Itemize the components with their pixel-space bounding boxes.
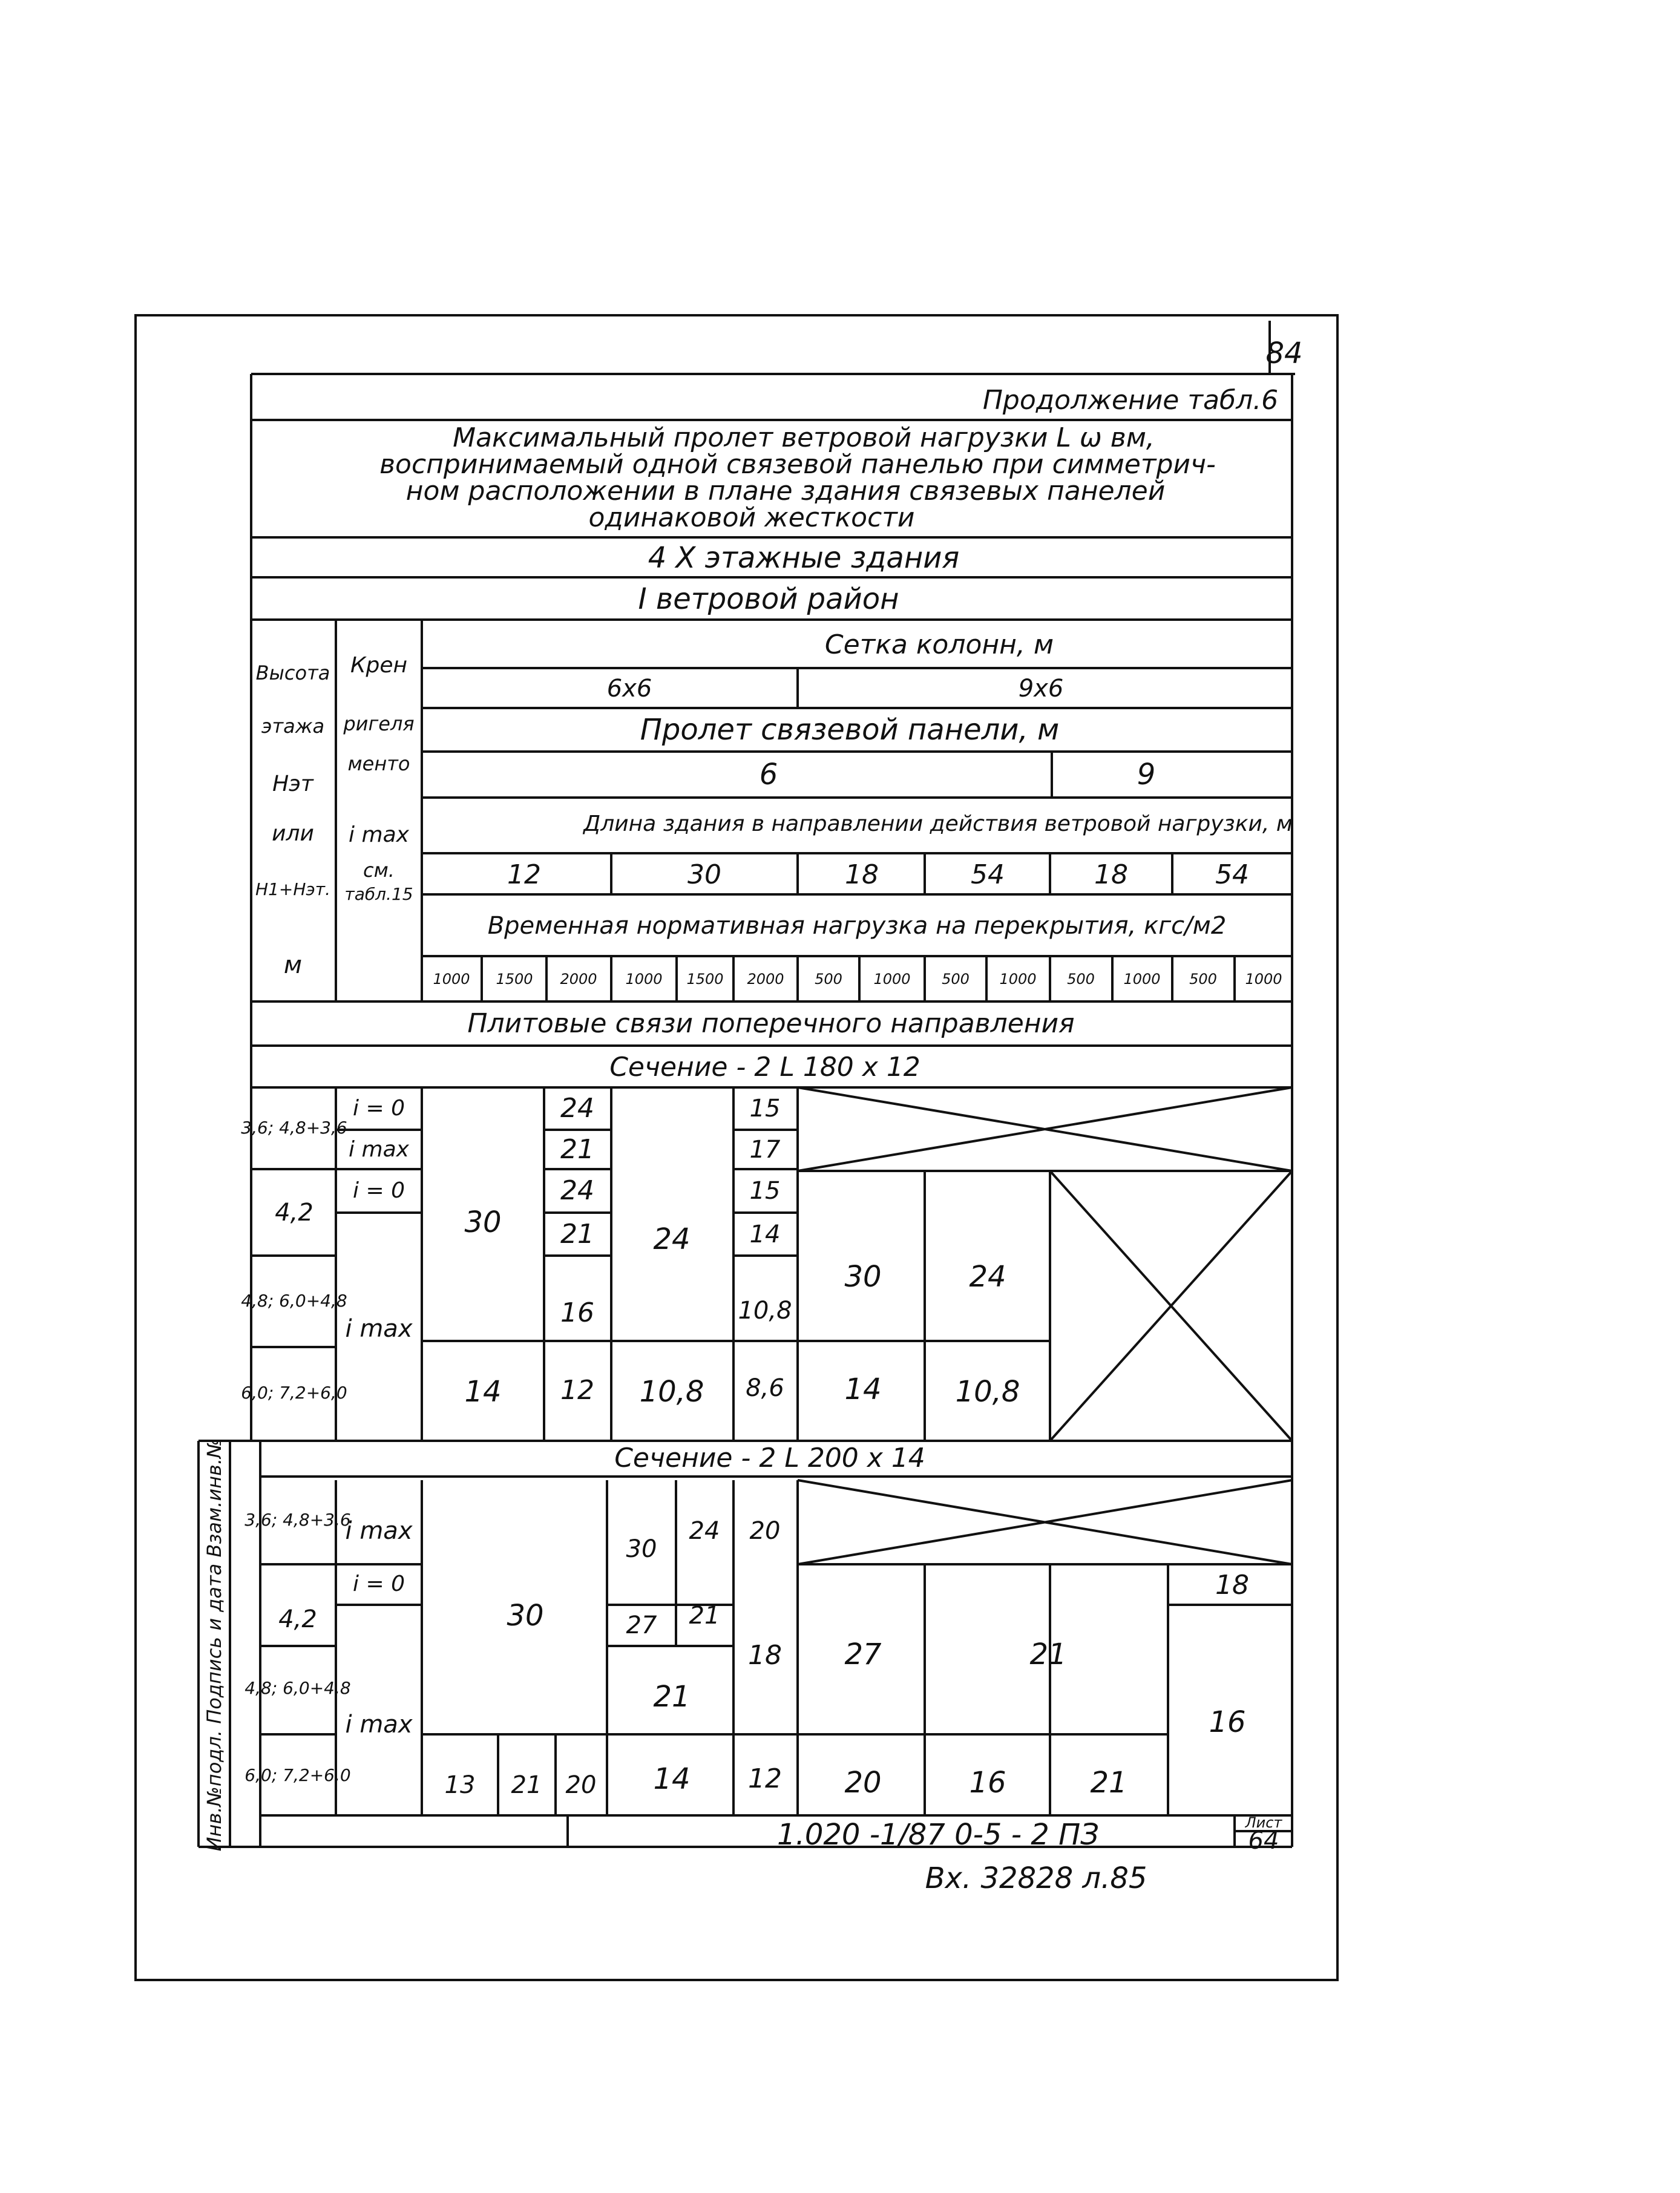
s1-cell: 21 [560, 1219, 594, 1250]
s1-cell: 24 [653, 1222, 691, 1256]
s1-cell: 8,6 [746, 1374, 784, 1402]
inventory-stamp: Вх. 32828 л.85 [925, 1861, 1147, 1895]
s2-cell: 27 [626, 1611, 657, 1639]
header-slope-line-6: табл.15 [344, 884, 413, 904]
load-value: 1000 [999, 971, 1037, 988]
continuation-label: Продолжение табл.6 [982, 385, 1279, 416]
s1-slope-4: i max [345, 1315, 413, 1343]
s2-cell: 18 [1215, 1570, 1249, 1601]
document-code: 1.020 -1/87 0-5 - 2 ПЗ [777, 1818, 1099, 1852]
length-value-30: 30 [687, 859, 721, 890]
header-height-line-2: этажа [261, 715, 325, 738]
load-value: 1500 [686, 971, 724, 988]
load-value: 1000 [873, 971, 911, 988]
title-line-2: воспринимаемый одной связевой панелью при симметрич- [379, 449, 1216, 480]
s1-cell: 17 [749, 1136, 781, 1164]
s2-height-4: 6,0; 7,2+6,0 [244, 1765, 351, 1785]
s1-height-2: 4,2 [275, 1199, 313, 1227]
s2-slope-1: i max [345, 1517, 413, 1545]
load-value: 500 [1067, 971, 1095, 988]
title-line-3: ном расположении в плане здания связевых панелей [405, 476, 1166, 506]
s2-cell: 16 [1209, 1705, 1246, 1739]
s2-height-2: 4,2 [278, 1605, 317, 1633]
s1-slope-3: i = 0 [353, 1178, 405, 1203]
length-value-12: 12 [507, 859, 541, 890]
title-line-1: Максимальный пролет ветровой нагрузки L ω вм, [453, 422, 1155, 453]
grid-value-9x6: 9х6 [1018, 675, 1064, 703]
s1-cell: 15 [749, 1095, 781, 1123]
s1-cell: 24 [560, 1175, 594, 1206]
s1-cell: 12 [560, 1375, 594, 1406]
header-height-line-5: Н1+Нэт. [255, 879, 330, 899]
header-height-line-3: Нэт [272, 772, 313, 796]
s2-slope-3: i max [345, 1711, 413, 1739]
s1-cell: 15 [749, 1177, 781, 1205]
load-value: 1000 [1123, 971, 1161, 988]
s2-cell: 21 [689, 1602, 720, 1630]
section-title: Плитовые связи поперечного направления [467, 1008, 1075, 1039]
s1-cell: 24 [560, 1093, 594, 1124]
s1-cell: 30 [464, 1205, 502, 1239]
s1-cell: 30 [844, 1260, 882, 1294]
load-value: 2000 [747, 971, 784, 988]
section2-title: Сечение - 2 L 200 х 14 [614, 1443, 925, 1473]
section1-title: Сечение - 2 L 180 х 12 [609, 1052, 920, 1083]
s2-cell: 27 [844, 1637, 882, 1671]
wind-region: I ветровой район [638, 582, 899, 616]
load-value: 500 [942, 971, 970, 988]
span-title: Пролет связевой панели, м [640, 713, 1060, 747]
s2-cell: 21 [653, 1680, 691, 1714]
s1-cell: 14 [844, 1372, 882, 1406]
s2-slope-2: i = 0 [353, 1572, 405, 1596]
grid-value-6x6: 6х6 [606, 675, 652, 703]
load-title: Временная нормативная нагрузка на перекрытия, кгс/м2 [487, 912, 1227, 940]
s2-cell: 12 [748, 1763, 782, 1794]
header-height-line-6: м [283, 951, 303, 979]
s1-cell: 21 [560, 1134, 594, 1165]
s2-cell: 30 [507, 1599, 544, 1633]
corner-page-number: 84 [1265, 336, 1303, 370]
length-value-54a: 54 [971, 859, 1005, 890]
s2-cell: 20 [749, 1517, 781, 1545]
s2-cell: 30 [626, 1535, 657, 1563]
header-slope-line-2: ригеля [343, 712, 415, 735]
sidebar-vertical-text: Инв.№подл. Подпись и дата Взам.инв.№ [203, 1438, 226, 1852]
s2-cell: 24 [689, 1517, 720, 1545]
s1-height-1: 3,6; 4,8+3,6 [241, 1118, 347, 1138]
header-height-line-4: или [272, 821, 314, 846]
s2-cell: 20 [565, 1771, 597, 1799]
s2-cell: 16 [969, 1766, 1006, 1800]
header-height-line-1: Высота [255, 661, 330, 684]
s1-cell: 10,8 [955, 1375, 1020, 1409]
s2-height-3: 4,8; 6,0+4,8 [244, 1678, 351, 1698]
s1-cell: 14 [749, 1221, 781, 1248]
length-title: Длина здания в направлении действия ветровой нагрузки, м [583, 811, 1293, 836]
s1-height-3: 4,8; 6,0+4,8 [241, 1291, 347, 1311]
load-value: 1000 [433, 971, 470, 988]
header-slope-line-5: см. [363, 859, 395, 882]
title-line-4: одинаковой жесткости [588, 502, 915, 533]
load-value: 500 [1189, 971, 1217, 988]
building-type: 4 Х этажные здания [648, 541, 960, 575]
header-slope-line-1: Крен [350, 653, 408, 678]
load-value: 1000 [1245, 971, 1282, 988]
header-slope-line-4: i max [349, 822, 409, 847]
s1-cell: 14 [464, 1375, 502, 1409]
header-slope-line-3: менто [347, 752, 410, 775]
s1-cell: 10,8 [738, 1297, 792, 1325]
span-value-6: 6 [759, 758, 778, 792]
sheet-number: 64 [1248, 1827, 1279, 1855]
s1-slope-2: i max [349, 1137, 409, 1162]
length-value-54b: 54 [1215, 859, 1249, 890]
load-value: 500 [815, 971, 842, 988]
s2-height-1: 3,6; 4,8+3,6 [244, 1510, 351, 1530]
s2-cell: 21 [1090, 1766, 1127, 1800]
s1-cell: 24 [969, 1260, 1006, 1294]
length-value-18a: 18 [845, 859, 879, 890]
s2-cell: 18 [748, 1640, 782, 1671]
s1-cell: 16 [560, 1297, 594, 1328]
s2-cell: 20 [844, 1766, 882, 1800]
grid-title: Сетка колонн, м [824, 629, 1054, 660]
load-value: 1000 [625, 971, 663, 988]
s2-cell: 21 [1029, 1637, 1067, 1671]
s2-cell: 21 [511, 1771, 542, 1799]
s2-cell: 14 [653, 1762, 691, 1796]
sheet-label: Лист [1245, 1814, 1282, 1831]
span-value-9: 9 [1137, 758, 1156, 792]
s2-cell: 13 [444, 1771, 476, 1799]
s1-cell: 10,8 [639, 1375, 704, 1409]
s1-height-4: 6,0; 7,2+6,0 [241, 1383, 347, 1403]
s1-slope-1: i = 0 [353, 1096, 405, 1121]
load-value: 2000 [560, 971, 597, 988]
length-value-18b: 18 [1094, 859, 1128, 890]
load-value: 1500 [496, 971, 533, 988]
